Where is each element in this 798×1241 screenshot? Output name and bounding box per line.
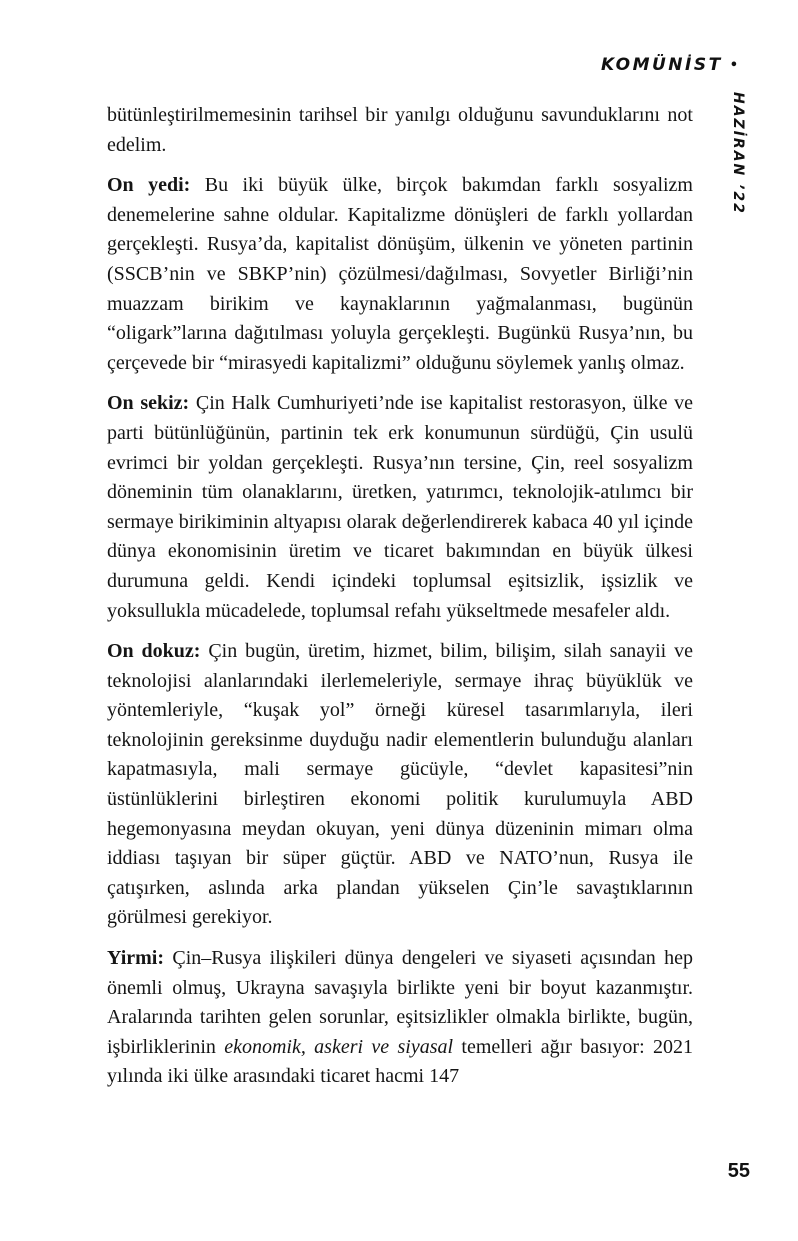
paragraph-label: On dokuz:: [107, 640, 201, 663]
page-number: 55: [727, 1160, 750, 1182]
paragraph: [107, 944, 693, 1092]
paragraph-label: On yedi:: [107, 174, 191, 197]
journal-masthead: [601, 55, 738, 75]
paragraph-label: Yirmi:: [107, 947, 165, 970]
paragraph-text: Çin bugün, üretim, hizmet, bilim, bilişim, silah sanayii ve teknolojisi alanlarındaki ilerlemeleriyle, sermaye ihraç büyüklük ve yöntemleriyle, “kuşak yol” örneği küresel tasarımlarıyla, ileri teknolojinin gereksinme duyduğu nadir elementlerin bulunduğu alanları kapatmasıyla, mali sermaye gücüyle, “devlet kapasitesi”nin üstünlüklerini birleştiren ekonomi politik kurulumuyla ABD hegemonyasına meydan okuyan, yeni dünya düzeninin mimarı olma iddiası taşıyan bir süper güçtür. ABD ve NATO’nun, Rusya ile çatışırken, aslında arka plandan yükselen Çin’le savaştıklarının görülmesi gerekiyor.: [107, 640, 693, 929]
paragraph-text: Çin–Rusya ilişkileri dünya dengeleri ve siyaseti açısından hep önemli olmuş, Ukrayna savaşıyla birlikte yeni bir boyut kazanmıştır. Aralarında tarihten gelen sorunlar, eşitsizlikler olmakla birlikte, bugün, işbirliklerinin: [107, 947, 693, 1058]
body-text: [107, 101, 693, 1103]
paragraph-text: temelleri ağır basıyor: 2021 yılında iki ülke arasındaki ticaret hacmi 147: [107, 1035, 693, 1088]
paragraph-text: Bu iki büyük ülke, birçok bakımdan farklı sosyalizm denemelerine sahne oldular. Kapitalizme dönüşleri de farklı yollardan gerçekleşti. Rusya’da, kapitalist dönüşüm, ülkenin ve yöneten partinin (SSCB’nin ve SBKP’nin) çözülmesi/dağılması, Sovyetler Birliği’nin muazzam birikim ve kaynaklarının yağmalanması, bugünün “oligark”larına dağıtılması yoluyla gerçekleşti. Bugünkü Rusya’nın, bu çerçevede bir “mirasyedi kapitalizmi” olduğunu söylemek yanlış olmaz.: [107, 174, 693, 374]
paragraph: [107, 389, 693, 626]
masthead-bullet-icon: •: [729, 58, 738, 73]
paragraph-text: Çin Halk Cumhuriyeti’nde ise kapitalist restorasyon, ülke ve parti bütünlüğünün, partinin tek erk konumunun sürdüğü, Çin usulü evrimci bir yoldan gerçekleşti. Rusya’nın tersine, Çin, reel sosyalizm döneminin tüm olanaklarını, üretken, yatırımcı, teknolojik-atılımcı bir sermaye birikiminin altyapısı olarak değerlendirerek kabaca 40 yıl içinde dünya ekonomisinin üretim ve ticaret bakımından en büyük ülkesi durumuna geldi. Kendi içindeki toplumsal eşitsizlik, işsizlik ve yoksullukla mücadelede, toplumsal refahı yükseltmede mesafeler aldı.: [107, 392, 693, 622]
paragraph-text: bütünleştirilmemesinin tarihsel bir yanılgı olduğunu savunduklarını not edelim.: [107, 104, 693, 156]
paragraph-text-italic: ekonomik, askeri ve siyasal: [224, 1035, 454, 1058]
paragraph: [107, 101, 693, 160]
paragraph: [107, 637, 693, 933]
paragraph-label: On sekiz:: [107, 392, 190, 415]
paragraph: [107, 171, 693, 378]
journal-title: KOMÜNİST: [601, 55, 723, 75]
issue-date-vertical: HAZİRAN ’22: [730, 92, 746, 215]
